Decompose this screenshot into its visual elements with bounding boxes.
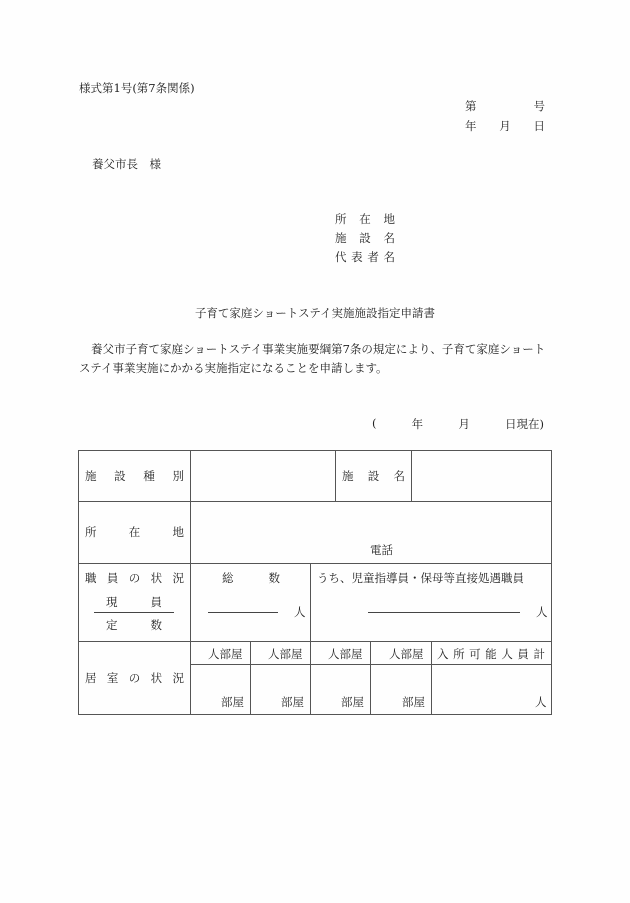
applicant-representative-label: 代 表 者 名 <box>335 250 395 264</box>
fixed-staff-label: 定 数 <box>106 618 162 632</box>
table-border-bottom <box>78 714 552 715</box>
facility-name-input[interactable] <box>412 451 551 501</box>
as-of-date: ( 年 月 日現在) <box>372 416 544 431</box>
document-number-field <box>465 98 545 114</box>
total-staff-fraction-line[interactable] <box>208 612 278 613</box>
room-status-label: 居 室 の 状 況 <box>85 670 184 685</box>
room-subrow-divider <box>190 664 552 665</box>
phone-label: 電話 <box>370 543 393 557</box>
document-body: 養父市子育て家庭ショートステイ事業実施要綱第7条の規定により、子育て家庭ショートステイ事業実施にかかる実施指定になることを申請します。 <box>79 342 546 375</box>
room-type-header: 人部屋 <box>328 647 363 661</box>
column-divider <box>335 450 336 501</box>
room-count-unit: 部屋 <box>221 695 244 709</box>
direct-care-staff-label: うち、児童指導員・保母等直接処遇職員 <box>317 571 524 585</box>
fraction-bar <box>94 612 174 613</box>
day-label: 日 <box>533 119 545 133</box>
year-label: 年 <box>465 119 477 133</box>
room-type-header: 人部屋 <box>268 647 303 661</box>
column-divider <box>250 641 251 714</box>
row-divider <box>78 563 552 564</box>
current-staff-label: 現 員 <box>106 595 162 609</box>
facility-type-label: 施 設 種 別 <box>85 468 184 483</box>
direct-care-fraction-line[interactable] <box>368 612 520 613</box>
applicant-facility-name-label: 施 設 名 <box>335 231 395 245</box>
facility-name-label: 施 設 名 <box>342 468 405 483</box>
form-number: 様式第1号(第7条関係) <box>79 81 195 95</box>
addressee: 養父市長 様 <box>92 157 161 171</box>
room-count-unit: 部屋 <box>402 695 425 709</box>
staff-status-label: 職 員 の 状 況 <box>85 571 184 585</box>
total-staff-label: 総 数 <box>222 571 280 585</box>
table-border-left <box>78 450 79 715</box>
column-divider <box>310 563 311 714</box>
direct-care-unit: 人 <box>536 605 548 619</box>
document-title: 子育て家庭ショートステイ実施施設指定申請書 <box>194 306 436 320</box>
number-prefix: 第 <box>465 99 477 113</box>
room-type-header: 人部屋 <box>208 647 243 661</box>
month-label: 月 <box>499 119 511 133</box>
room-count-unit: 部屋 <box>281 695 304 709</box>
total-staff-unit: 人 <box>294 605 306 619</box>
number-suffix: 号 <box>533 99 545 113</box>
facility-type-input[interactable] <box>191 451 335 501</box>
column-divider <box>370 641 371 714</box>
capacity-total-label: 入 所 可 能 人 員 計 <box>437 647 545 661</box>
column-divider <box>431 641 432 714</box>
table-border-right <box>551 450 552 715</box>
document-date-field <box>465 118 545 134</box>
room-count-unit: 部屋 <box>341 695 364 709</box>
location-label: 所 在 地 <box>85 525 184 539</box>
applicant-address-label: 所 在 地 <box>335 212 395 226</box>
capacity-total-unit: 人 <box>535 695 547 709</box>
room-type-header: 人部屋 <box>389 647 424 661</box>
